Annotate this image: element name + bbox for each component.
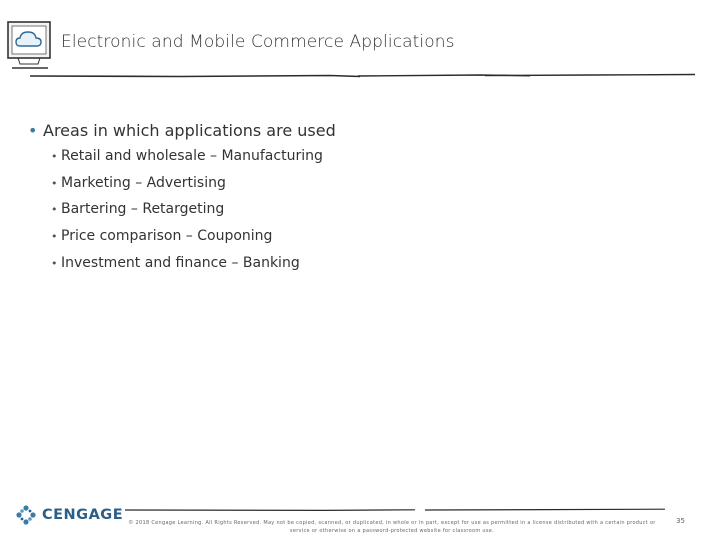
- cloud-monitor-icon: [6, 20, 54, 70]
- bullet-icon: •: [51, 203, 58, 217]
- footer-divider: [125, 506, 665, 514]
- bullet-icon: •: [51, 230, 58, 244]
- main-bullet: [28, 121, 668, 140]
- main-bullet-text: Areas in which applications are used: [43, 121, 336, 140]
- sub-bullet-list: [51, 148, 668, 281]
- copyright-notice: © 2018 Cengage Learning. All Rights Reserved. May not be copied, scanned, or duplicated, in whole or in part, except for use as permitted in a license distributed with a certain product or service or otherwise on a password-protected website for classroom use.: [128, 520, 656, 534]
- list-item: • Price comparison – Couponing: [51, 228, 273, 245]
- cengage-logo: [14, 503, 123, 527]
- list-item: • Marketing – Advertising: [51, 174, 226, 191]
- list-item: • Investment and finance – Banking: [51, 254, 300, 271]
- page-title: Electronic and Mobile Commerce Applications: [61, 32, 455, 52]
- bullet-icon: •: [51, 256, 58, 270]
- list-item: • Bartering – Retargeting: [51, 201, 225, 218]
- bullet-icon: •: [51, 150, 58, 163]
- cengage-mark-icon: [14, 503, 38, 527]
- title-divider: [30, 70, 695, 80]
- logo-text: CENGAGE: [42, 507, 124, 523]
- list-item: • Retail and wholesale – Manufacturing: [51, 148, 323, 164]
- bullet-icon: •: [28, 121, 38, 140]
- bullet-list: [28, 121, 668, 281]
- bullet-icon: •: [51, 176, 58, 190]
- page-number: 35: [676, 517, 685, 525]
